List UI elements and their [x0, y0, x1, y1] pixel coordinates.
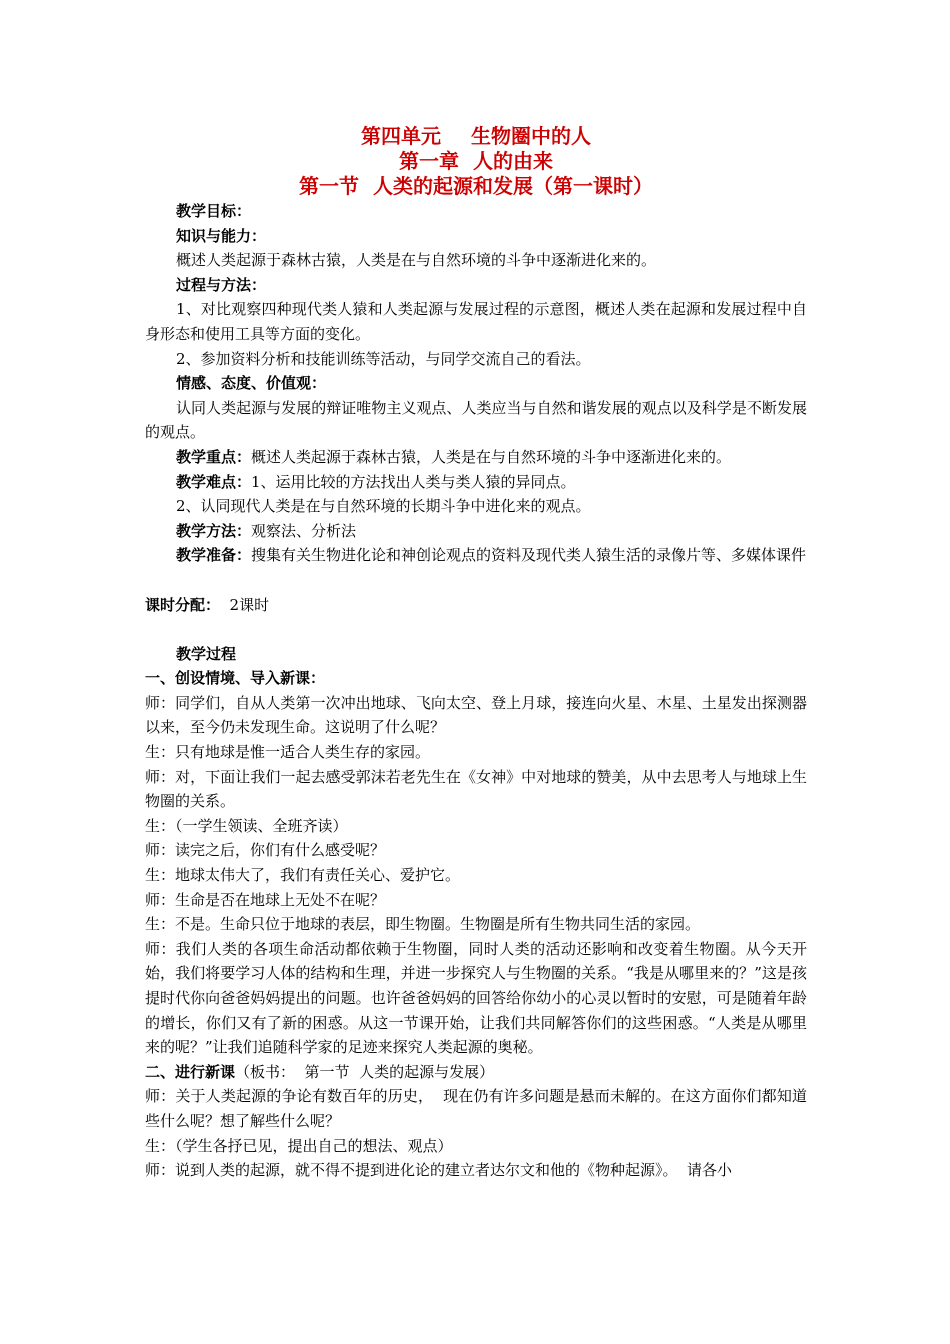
- schedule-text: 2课时: [220, 595, 270, 614]
- key-point-label: 教学重点：: [176, 447, 252, 466]
- dialogue-line: 师：读完之后，你们有什么感受呢？: [145, 841, 386, 860]
- dialogue-line: 生：（学生各抒已见，提出自己的想法、观点）: [145, 1136, 453, 1155]
- preparation: [145, 543, 807, 568]
- preparation-text: 搜集有关生物进化论和神创论观点的资料及现代类人猿生活的录像片等、多媒体课件: [251, 546, 807, 565]
- dialogue-line: 师：同学们，自从人类第一次冲出地球、飞向太空、登上月球，接连向火星、木星、土星发出探测器以来，至今仍未发现生命。这说明了什么呢？: [145, 693, 807, 737]
- dialogue-line: 师：关于人类起源的争论有数百年的历史， 现在仍有许多问题是悬而未解的。在这方面你们都知道些什么呢？想了解些什么呢？: [145, 1087, 807, 1130]
- objectives-heading: 教学目标：: [176, 202, 252, 220]
- emotion-text: 认同人类起源与发展的辩证唯物主义观点、人类应当与自然和谐发展的观点以及科学是不断发展的观点。: [145, 398, 807, 442]
- part2-note: （板书： 第一节 人类的起源与发展）: [235, 1062, 495, 1081]
- dialogue-line: 师：说到人类的起源，就不得不提到进化论的建立者达尔文和他的《物种起源》。 请各小: [145, 1161, 733, 1180]
- difficulty: [145, 470, 807, 495]
- part2-heading: 二、进行新课: [145, 1062, 236, 1081]
- dialogue-line: 师：生命是否在地球上无处不在呢？: [145, 890, 386, 909]
- knowledge-heading: 知识与能力：: [176, 226, 267, 245]
- difficulty-text-1: 1、运用比较的方法找出人类与类人猿的异同点。: [251, 472, 576, 491]
- dialogue-line: 生：地球太伟大了，我们有责任关心、爱护它。: [145, 866, 461, 885]
- part2-heading-line: [145, 1060, 807, 1085]
- section-title: 第一节 人类的起源和发展（第一课时）: [299, 174, 653, 198]
- dialogue-line: 生：只有地球是惟一适合人类生存的家园。: [145, 743, 431, 762]
- method-text: 观察法、分析法: [251, 521, 357, 540]
- method: [145, 519, 807, 544]
- part1-heading: 一、创设情境、导入新课：: [145, 669, 326, 688]
- emotion-heading: 情感、态度、价值观：: [176, 374, 327, 393]
- process-main-heading: 教学过程: [176, 644, 237, 663]
- process-item-2: 2、参加资料分析和技能训练等活动，与同学交流自己的看法。: [176, 349, 591, 368]
- unit-number: 第四单元: [361, 124, 441, 148]
- process-heading: 过程与方法：: [176, 275, 267, 294]
- unit-name: 生物圈中的人: [471, 124, 591, 148]
- key-point-text: 概述人类起源于森林古猿，人类是在与自然环境的斗争中逐渐进化来的。: [251, 447, 732, 466]
- knowledge-text: 概述人类起源于森林古猿，人类是在与自然环境的斗争中逐渐进化来的。: [176, 251, 657, 270]
- dialogue-line: 师：我们人类的各项生命活动都依赖于生物圈，同时人类的活动还影响和改变着生物圈。从今天开始，我们将要学习人体的结构和生理，并进一步探究人与生物圈的关系。“我是从哪里来的？”这是孩提时代你向爸爸妈妈提出的问题。也许爸爸妈妈的回答给你幼小的心灵以暂时的安慰，可是随着年龄的增长，你们又有了新的困惑。从这一节课开始，让我们共同解答你们的这些困惑。“人类是从哪里来的呢？”让我们追随科学家的足迹来探究人类起源的奥秘。: [145, 939, 807, 1057]
- unit-title: [145, 124, 807, 149]
- schedule-label: 课时分配：: [145, 595, 221, 614]
- chapter-title: 第一章 人的由来: [399, 149, 553, 173]
- schedule: [145, 568, 807, 617]
- difficulty-label: 教学难点：: [176, 472, 252, 491]
- key-point: [145, 445, 807, 470]
- preparation-label: 教学准备：: [176, 546, 252, 565]
- method-label: 教学方法：: [176, 521, 252, 540]
- dialogue-line: 师：对，下面让我们一起去感受郭沫若老先生在《女神》中对地球的赞美，从中去思考人与地球上生物圈的关系。: [145, 767, 807, 811]
- process-item-1: 1、对比观察四种现代类人猿和人类起源与发展过程的示意图，概述人类在起源和发展过程中自身形态和使用工具等方面的变化。: [145, 300, 807, 343]
- dialogue-line: 生：（一学生领读、全班齐读）: [145, 816, 348, 835]
- dialogue-line: 生：不是。生命只位于地球的表层，即生物圈。生物圈是所有生物共同生活的家园。: [145, 915, 701, 934]
- difficulty-text-2: 2、认同现代人类是在与自然环境的长期斗争中进化来的观点。: [176, 497, 591, 516]
- document-body: [145, 124, 807, 1183]
